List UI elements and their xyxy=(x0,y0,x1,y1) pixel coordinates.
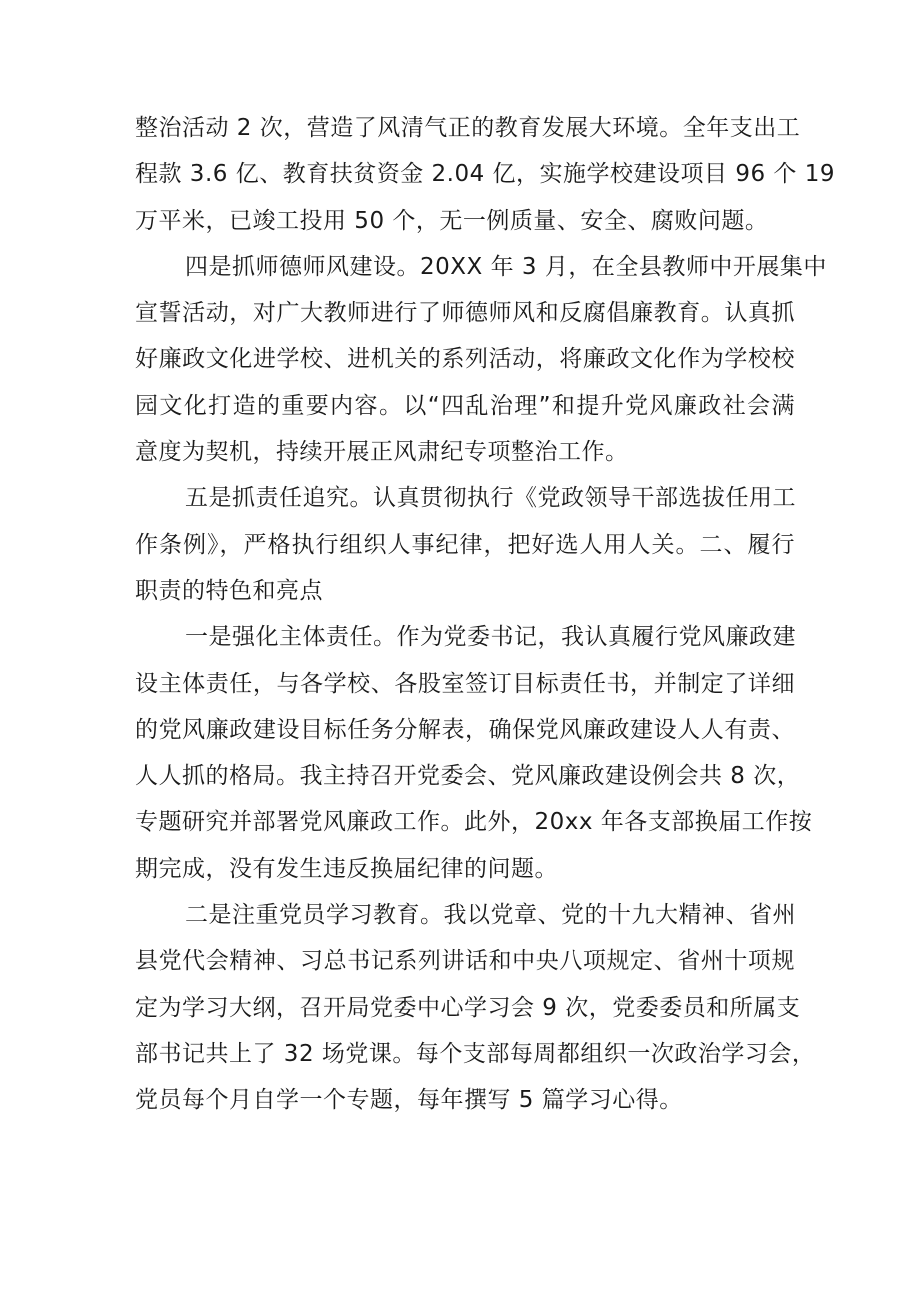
text-line: 一是强化主体责任。作为党委书记，我认真履行党风廉政建 xyxy=(185,624,796,651)
text-line: 定为学习大纲，召开局党委中心学习会 9 次，党委委员和所属支 xyxy=(135,994,801,1021)
text-line: 职责的特色和亮点 xyxy=(135,577,323,604)
text-line: 整治活动 2 次，营造了风清气正的教育发展大环境。全年支出工 xyxy=(135,115,801,141)
text-line: 部书记共上了 32 场党课。每个支部每周都组织一次政治学习会， xyxy=(135,1040,816,1067)
text-line: 设主体责任，与各学校、各股室签订目标责任书，并制定了详细 xyxy=(135,670,795,697)
text-line: 四是抓师德师风建设。20XX 年 3 月，在全县教师中开展集中 xyxy=(185,253,827,280)
text-line: 党员每个月自学一个专题，每年撰写 5 篇学习心得。 xyxy=(135,1087,683,1114)
paragraph-teacher-ethics xyxy=(135,244,827,475)
text-line: 万平米，已竣工投用 50 个，无一例质量、安全、腐败问题。 xyxy=(135,207,769,234)
text-line: 县党代会精神、习总书记系列讲话和中央八项规定、省州十项规 xyxy=(135,948,795,975)
text-line: 期完成，没有发生违反换届纪律的问题。 xyxy=(135,855,558,882)
text-line: 五是抓责任追究。认真贯彻执行《党政领导干部选拔任用工 xyxy=(185,485,796,512)
text-line: 人人抓的格局。我主持召开党委会、党风廉政建设例会共 8 次， xyxy=(135,763,801,790)
paragraph-party-study xyxy=(135,892,816,1123)
text-line: 专题研究并部署党风廉政工作。此外，20xx 年各支部换届工作按 xyxy=(135,809,813,836)
text-line: 意度为契机，持续开展正风肃纪专项整治工作。 xyxy=(135,439,629,466)
text-line: 园文化打造的重要内容。以“四乱治理”和提升党风廉政社会满 xyxy=(135,392,795,419)
text-line: 好廉政文化进学校、进机关的系列活动，将廉政文化作为学校校 xyxy=(135,346,795,373)
paragraph-rectification-projects xyxy=(135,105,835,244)
text-line: 作条例》，严格执行组织人事纪律，把好选人用人关。二、履行 xyxy=(135,531,795,558)
document-body xyxy=(135,105,835,1124)
paragraph-main-responsibility xyxy=(135,614,813,892)
text-line: 的党风廉政建设目标任务分解表，确保党风廉政建设人人有责、 xyxy=(135,716,795,743)
text-line: 程款 3.6 亿、教育扶贫资金 2.04 亿，实施学校建设项目 96 个 19 xyxy=(135,161,835,188)
text-line: 二是注重党员学习教育。我以党章、党的十九大精神、省州 xyxy=(185,902,796,929)
paragraph-accountability xyxy=(135,475,795,614)
text-line: 宣誓活动，对广大教师进行了师德师风和反腐倡廉教育。认真抓 xyxy=(135,300,795,327)
